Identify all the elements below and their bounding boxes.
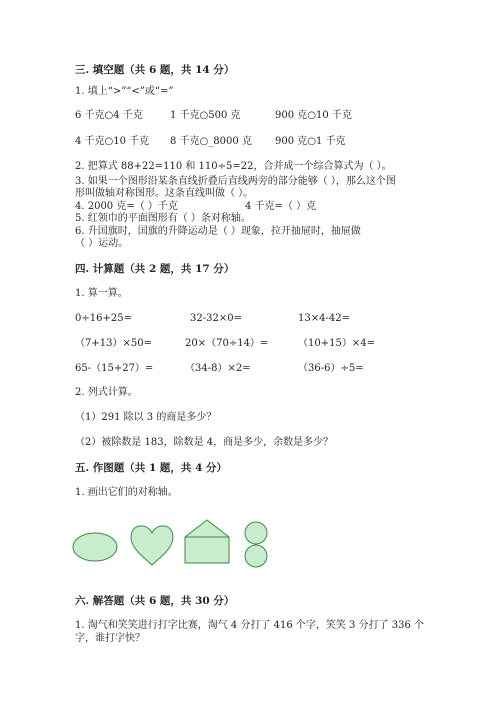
calc-cell: （10+15）×4= xyxy=(298,338,375,349)
section-draw-title: 五. 作图题（共 1 题，共 4 分） xyxy=(75,462,228,474)
section-solve-title: 六. 解答题（共 6 题，共 30 分） xyxy=(75,595,235,607)
q4-text: 4 千克=（ ）克 xyxy=(245,201,317,212)
section-calc-title: 四. 计算题（共 2 题，共 17 分） xyxy=(75,263,235,275)
calc-cell: 0÷16+25= xyxy=(75,313,132,324)
heart-shape xyxy=(131,526,173,565)
calc-cell: 20×（70÷14）= xyxy=(185,338,269,349)
calc-cell: 13×4-42= xyxy=(298,313,350,324)
compare-cell: 1 千克○500 克 xyxy=(170,110,241,121)
figure-eight-top xyxy=(245,522,267,544)
draw-q1: 1. 画出它们的对称轴。 xyxy=(75,487,178,498)
compare-cell: 6 千克○4 千克 xyxy=(75,110,143,121)
symmetry-shapes xyxy=(70,513,280,573)
calc-cell: 32-32×0= xyxy=(190,313,242,324)
calc-cell: （7+13）×50= xyxy=(75,338,152,349)
calc-cell: （34-8）×2= xyxy=(185,363,251,374)
q1-intro: 1. 填上“>”“<”或“=” xyxy=(75,86,174,97)
q6-text: （ ）运动。 xyxy=(75,238,129,249)
q6-text: 6. 升国旗时，国旗的升降运动是（ ）现象，拉开抽屉时，抽屉做 xyxy=(75,226,361,237)
q5-text: 5. 红领巾的平面图形有（ ）条对称轴。 xyxy=(75,213,251,224)
solve-q1: 字，谁打字快？ xyxy=(75,633,145,644)
q3-text: 形叫做轴对称图形。这条直线叫做（ ）。 xyxy=(75,188,254,199)
calc-q1: 1. 算一算。 xyxy=(75,288,128,299)
calc-cell: （36-6）÷5= xyxy=(298,363,364,374)
calc-cell: 65-（15+27）= xyxy=(75,363,154,374)
q2-text: 2. 把算式 88+22=110 和 110÷5=22，合并成一个综合算式为（ ）。 xyxy=(75,161,392,172)
house-shape xyxy=(185,520,229,563)
calc-q2: 2. 列式计算。 xyxy=(75,387,138,398)
compare-cell: 8 千克○_8000 克 xyxy=(170,136,252,147)
calc-q2-sub: （2）被除数是 183，除数是 4，商是多少，余数是多少？ xyxy=(75,437,334,448)
solve-q1: 1. 淘气和笑笑进行打字比赛，淘气 4 分打了 416 个字，笑笑 3 分打了 336 个 xyxy=(75,620,425,631)
figure-eight-bottom xyxy=(245,545,267,567)
q3-text: 3. 如果一个图形沿某条直线折叠后直线两旁的部分能够（ ），那么这个图 xyxy=(75,176,396,187)
compare-cell: 4 千克○10 千克 xyxy=(75,136,150,147)
compare-cell: 900 克○10 千克 xyxy=(275,110,352,121)
section-fill-title: 三. 填空题（共 6 题，共 14 分） xyxy=(75,64,235,76)
compare-cell: 900 克○1 千克 xyxy=(275,136,346,147)
oval-shape xyxy=(73,533,117,561)
q4-text: 4. 2000 克=（ ）千克 xyxy=(75,201,178,212)
calc-q2-sub: （1）291 除以 3 的商是多少？ xyxy=(75,412,217,423)
